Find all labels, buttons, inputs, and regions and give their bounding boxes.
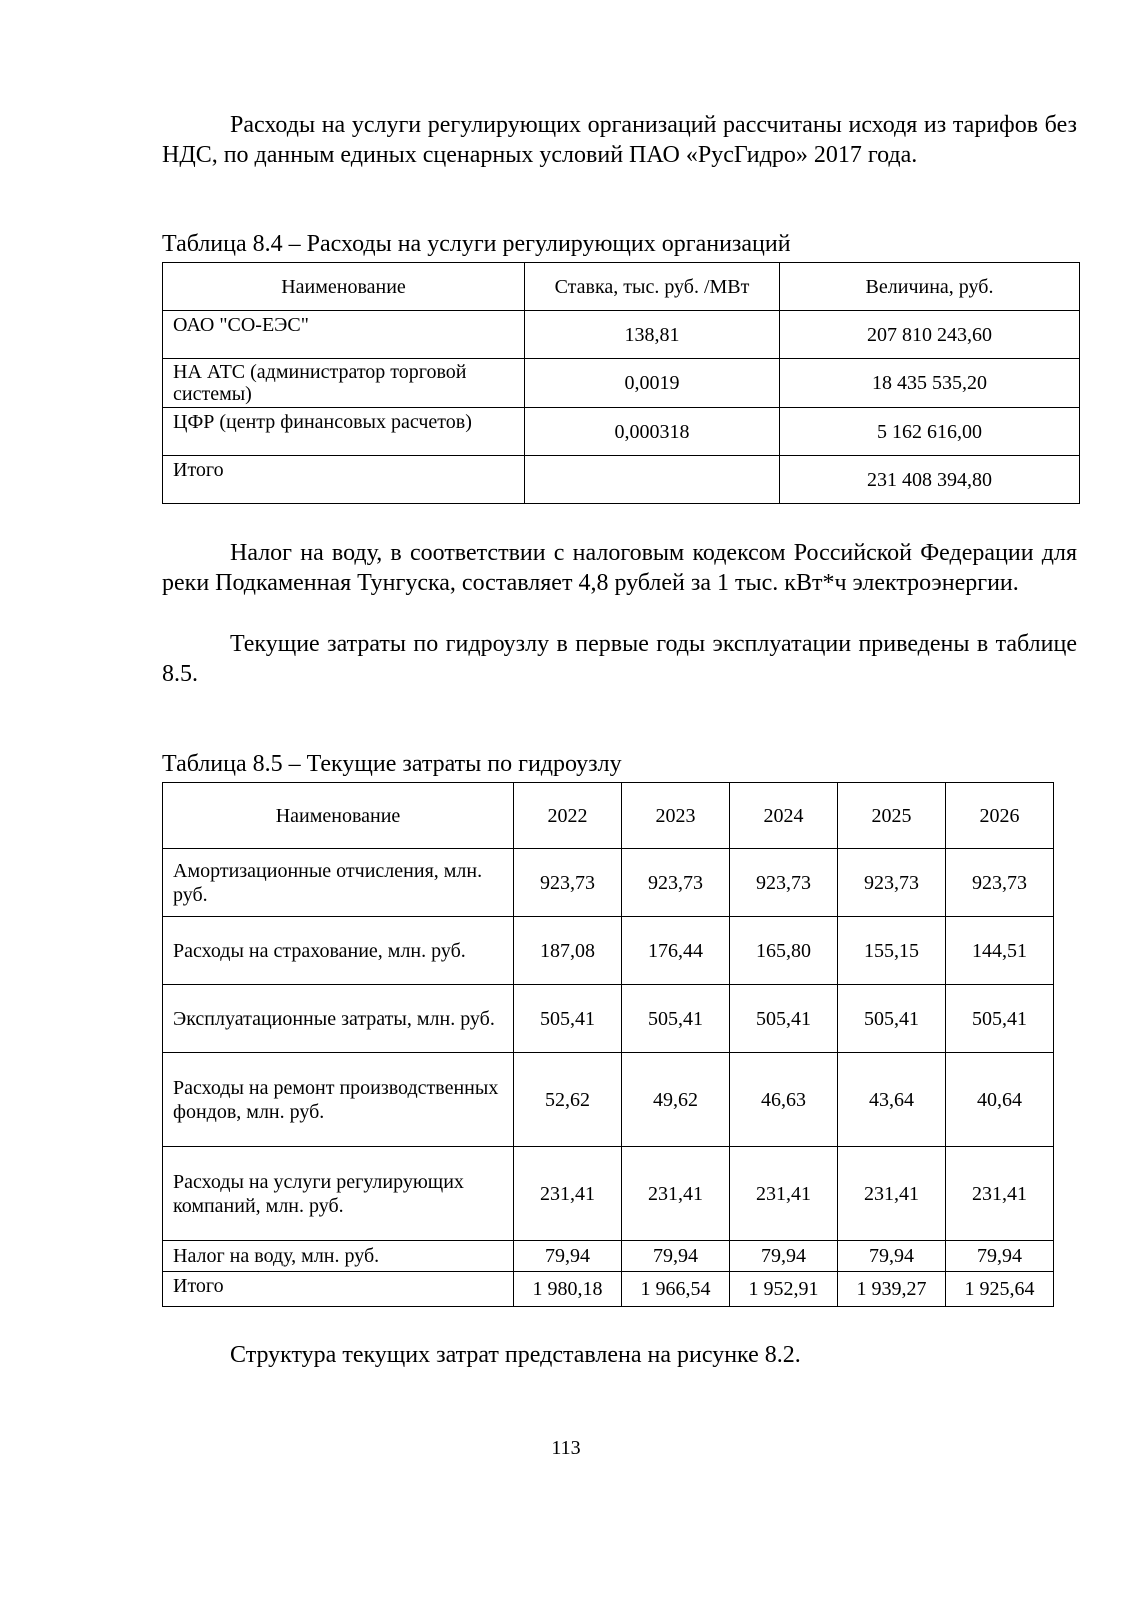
value-cell: 49,62: [622, 1053, 730, 1147]
value-cell: 505,41: [514, 985, 622, 1053]
row-name: НА АТС (администратор торговой системы): [163, 359, 525, 408]
value-cell: 1 952,91: [730, 1272, 838, 1307]
value-cell: 165,80: [730, 917, 838, 985]
value-cell: 46,63: [730, 1053, 838, 1147]
header-cell: Величина, руб.: [780, 263, 1080, 311]
table-row: [163, 311, 1080, 359]
row-name: Амортизационные отчисления, млн. руб.: [163, 849, 514, 917]
water-tax-paragraph: Налог на воду, в соответствии с налоговым кодексом Российской Федерации для реки Подкаменная Тунгуска, составляет 4,8 рублей за 1 тыс. кВт*ч электроэнергии.: [162, 540, 1077, 596]
row-name: Расходы на страхование, млн. руб.: [163, 917, 514, 985]
value-cell: 79,94: [730, 1241, 838, 1272]
table-header-row: [163, 783, 1054, 849]
table-row: [163, 1147, 1054, 1241]
value-cell: 79,94: [622, 1241, 730, 1272]
table-row: [163, 1241, 1054, 1272]
row-name: ЦФР (центр финансовых расчетов): [163, 408, 525, 456]
header-year-cell: 2024: [730, 783, 838, 849]
value-cell: 43,64: [838, 1053, 946, 1147]
intro-paragraph: Расходы на услуги регулирующих организаций рассчитаны исходя из тарифов без НДС, по данным единых сценарных условий ПАО «РусГидро» 2017 года.: [162, 112, 1077, 168]
value-cell: 79,94: [514, 1241, 622, 1272]
row-name: Расходы на ремонт производственных фондов, млн. руб.: [163, 1053, 514, 1147]
header-year-cell: 2026: [946, 783, 1054, 849]
page-number: 113: [551, 1437, 581, 1459]
value-cell: 40,64: [946, 1053, 1054, 1147]
value-cell: 5 162 616,00: [780, 408, 1080, 456]
header-cell: Наименование: [163, 783, 514, 849]
value-cell: 231,41: [622, 1147, 730, 1241]
value-cell: 923,73: [622, 849, 730, 917]
row-name: Итого: [163, 1272, 514, 1307]
value-cell: 231 408 394,80: [780, 456, 1080, 504]
header-cell: Наименование: [163, 263, 525, 311]
value-cell: 231,41: [730, 1147, 838, 1241]
row-name: Расходы на услуги регулирующих компаний, млн. руб.: [163, 1147, 514, 1241]
value-cell: 1 980,18: [514, 1272, 622, 1307]
table-row: [163, 849, 1054, 917]
header-year-cell: 2022: [514, 783, 622, 849]
value-cell: 187,08: [514, 917, 622, 985]
value-cell: 231,41: [946, 1147, 1054, 1241]
value-cell: 144,51: [946, 917, 1054, 985]
rate-cell: 0,000318: [525, 408, 780, 456]
row-name: ОАО "СО-ЕЭС": [163, 311, 525, 359]
value-cell: 207 810 243,60: [780, 311, 1080, 359]
header-cell: Ставка, тыс. руб. /МВт: [525, 263, 780, 311]
rate-cell: 0,0019: [525, 359, 780, 408]
table-8-5: [162, 782, 1054, 1307]
value-cell: 923,73: [946, 849, 1054, 917]
header-year-cell: 2025: [838, 783, 946, 849]
structure-paragraph: Структура текущих затрат представлена на рисунке 8.2.: [230, 1342, 801, 1368]
table-total-row: [163, 1272, 1054, 1307]
header-year-cell: 2023: [622, 783, 730, 849]
value-cell: 505,41: [730, 985, 838, 1053]
value-cell: 923,73: [838, 849, 946, 917]
value-cell: 923,73: [514, 849, 622, 917]
value-cell: 1 939,27: [838, 1272, 946, 1307]
table-row: [163, 408, 1080, 456]
current-costs-paragraph: Текущие затраты по гидроузлу в первые годы эксплуатации приведены в таблице 8.5.: [162, 631, 1077, 687]
value-cell: 505,41: [622, 985, 730, 1053]
value-cell: 52,62: [514, 1053, 622, 1147]
value-cell: 176,44: [622, 917, 730, 985]
table-8-4-caption: Таблица 8.4 – Расходы на услуги регулирующих организаций: [162, 231, 791, 257]
table-header-row: [163, 263, 1080, 311]
table-row: [163, 985, 1054, 1053]
row-name: Эксплуатационные затраты, млн. руб.: [163, 985, 514, 1053]
value-cell: 79,94: [946, 1241, 1054, 1272]
value-cell: 231,41: [838, 1147, 946, 1241]
value-cell: 18 435 535,20: [780, 359, 1080, 408]
value-cell: 505,41: [838, 985, 946, 1053]
rate-cell: 138,81: [525, 311, 780, 359]
value-cell: 155,15: [838, 917, 946, 985]
table-row: [163, 359, 1080, 408]
table-8-5-caption: Таблица 8.5 – Текущие затраты по гидроузлу: [162, 751, 622, 777]
value-cell: 923,73: [730, 849, 838, 917]
value-cell: 1 966,54: [622, 1272, 730, 1307]
value-cell: 79,94: [838, 1241, 946, 1272]
table-8-4: [162, 262, 1080, 504]
table-row: [163, 1053, 1054, 1147]
row-name: Итого: [163, 456, 525, 504]
value-cell: 231,41: [514, 1147, 622, 1241]
table-total-row: [163, 456, 1080, 504]
table-row: [163, 917, 1054, 985]
rate-cell: [525, 456, 780, 504]
value-cell: 505,41: [946, 985, 1054, 1053]
value-cell: 1 925,64: [946, 1272, 1054, 1307]
row-name: Налог на воду, млн. руб.: [163, 1241, 514, 1272]
